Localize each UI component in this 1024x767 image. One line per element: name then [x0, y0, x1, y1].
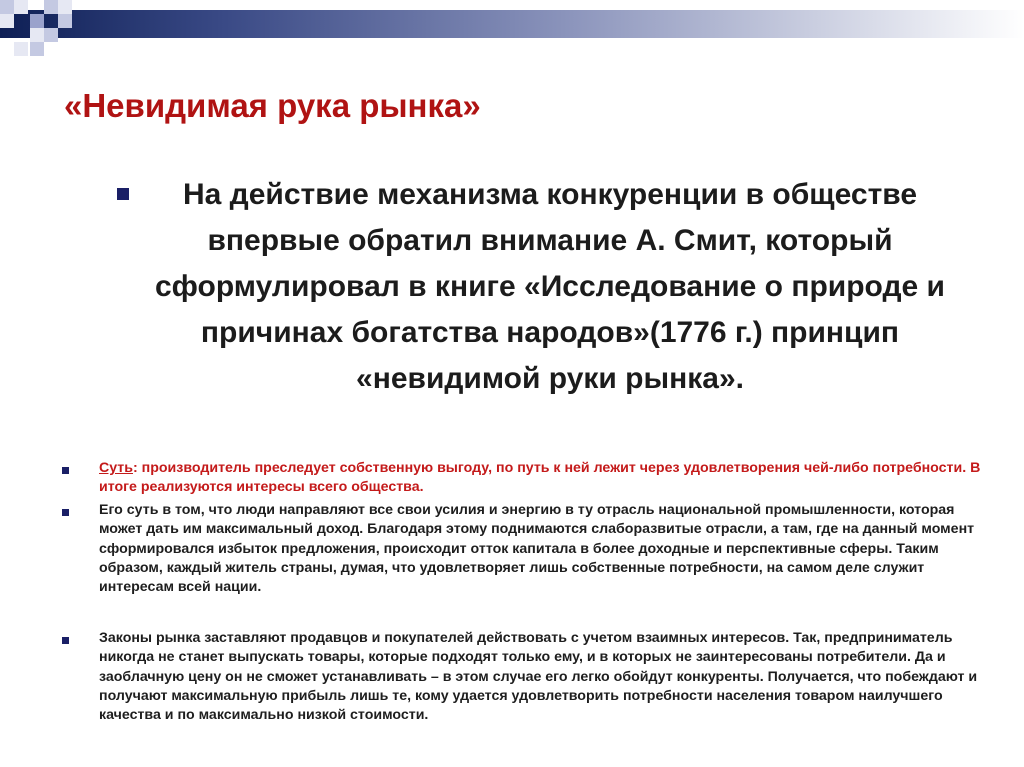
slide-title: «Невидимая рука рынка» [64, 87, 481, 124]
essence-term: Суть [99, 460, 133, 476]
main-bullet-square-icon [117, 188, 129, 200]
essence-text: : производитель преследует собственную выгоду, по путь к ней лежит через удовлетворения чей-либо потребности. В итоге реализуются интересы всего общества. [99, 460, 981, 496]
header-banner [0, 10, 1024, 38]
sub-bullet-explanation: Его суть в том, что люди направляют все свои усилия и энергию в ту отрасль национальной промышленности, которая может дать им максимальный доход. Благодаря этому поднимаются слаборазвитые отрасли, а там, где на данный момент сформировался избыток предложения, происходит отток капитала в более доходные и перспективные сферы. Таким образом, каждый житель страны, думая, что удовлетворяет лишь собственные потребности, на самом деле служит интересам всей нации. [99, 502, 975, 596]
sub-bullet-market-laws: Законы рынка заставляют продавцов и покупателей действовать с учетом взаимных интересов. Так, предприниматель никогда не станет выпускать товары, которые подходят только ему, и в которых не заинтересованы потребители. Да и заоблачную цену он не сможет устанавливать – в этом случае его легко обойдут конкуренты. Получается, что побеждают и получают максимальную прибыль лишь те, кому удается удовлетворить потребности населения товаром наилучшего качества и по максимально низкой стоимости. [99, 630, 978, 724]
main-bullet-text: На действие механизма конкуренции в обществе впервые обратил внимание А. Смит, который сформулировал в книге «Исследование о природе и причинах богатства народов»(1776 г.) принцип «невидимой руки рынка». [155, 178, 945, 395]
sub-bullet-square-icon [62, 509, 69, 516]
sub-bullet-square-icon [62, 467, 69, 474]
sub-bullet-square-icon [62, 637, 69, 644]
sub-bullet-essence [99, 459, 981, 498]
